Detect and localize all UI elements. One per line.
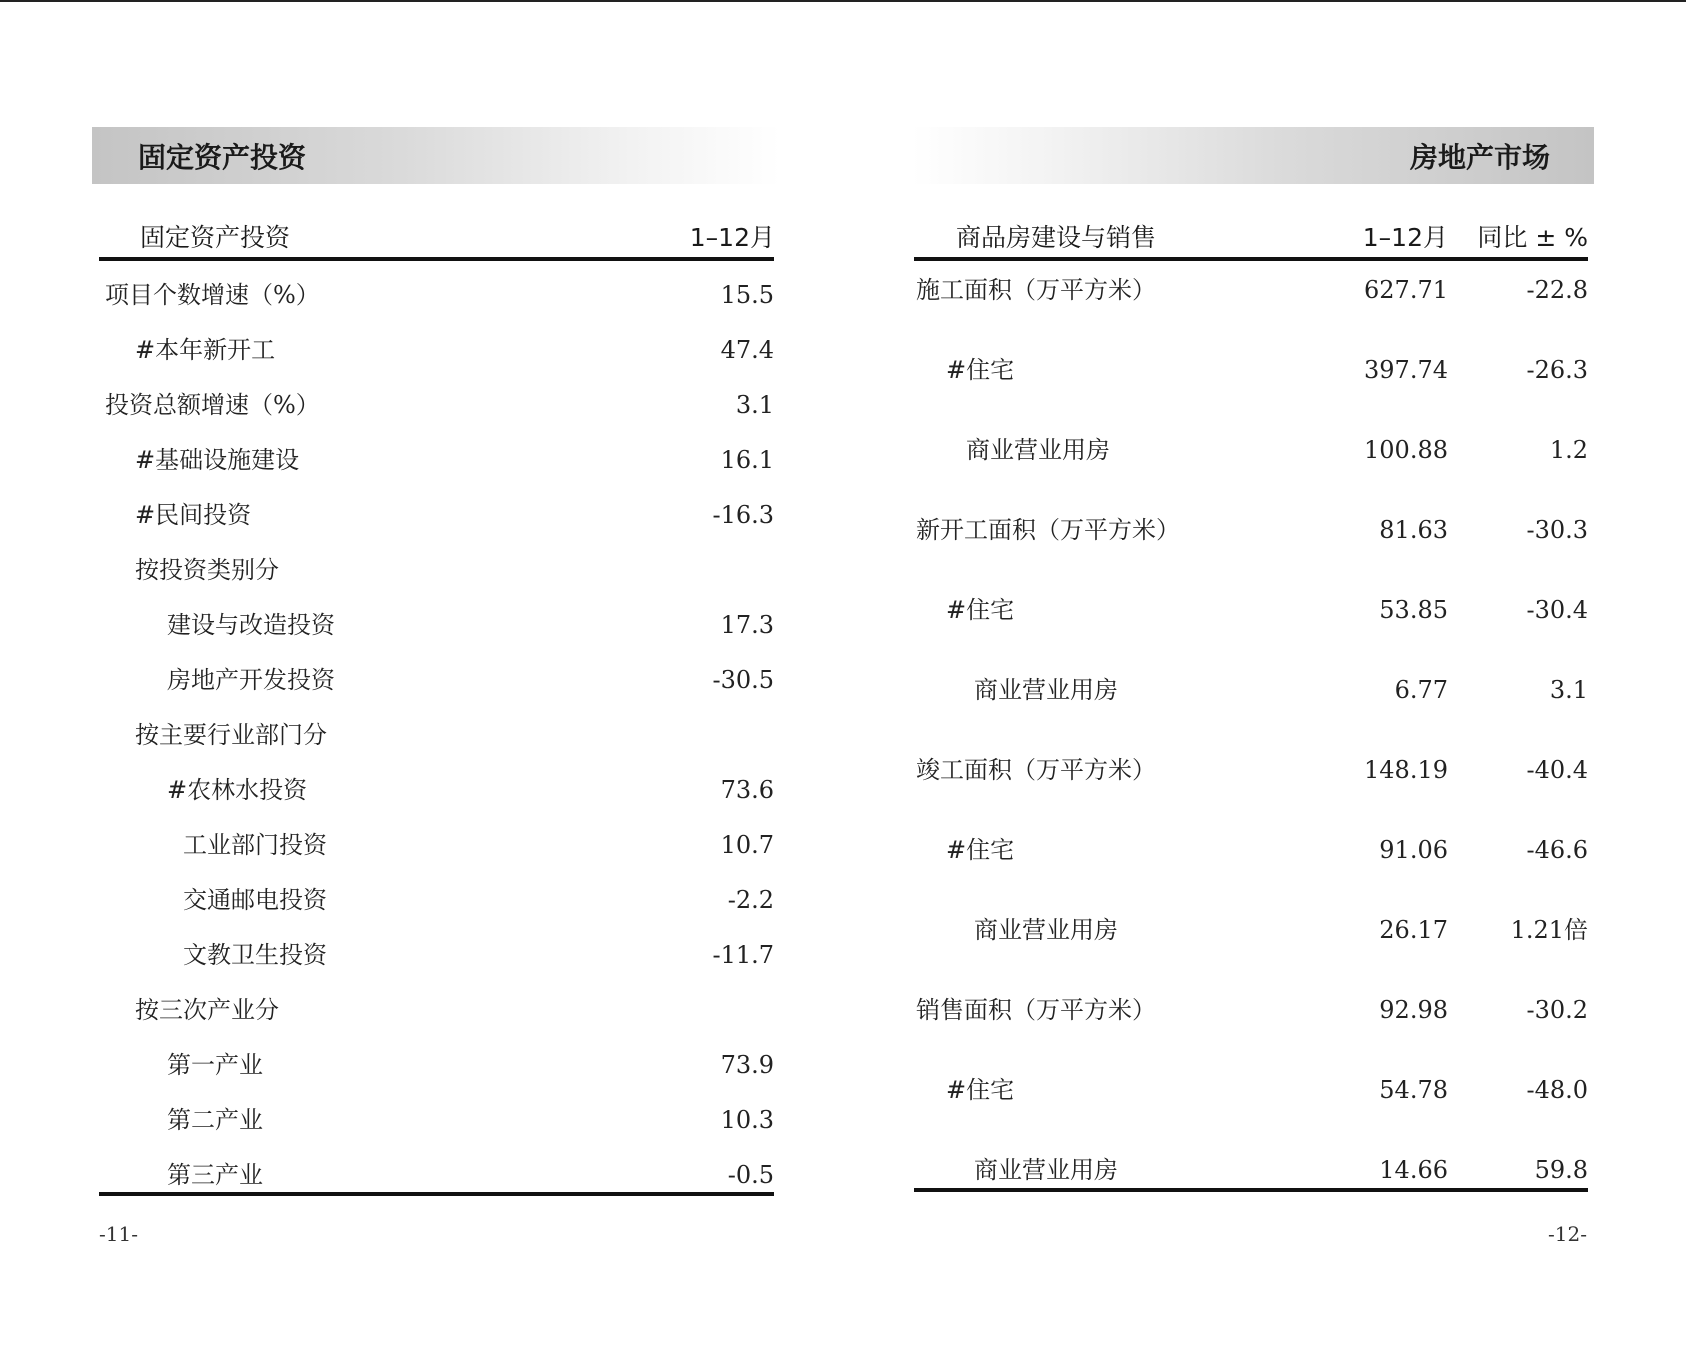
row-value: 73.9 — [720, 1051, 774, 1079]
row-label: 按主要行业部门分 — [135, 721, 327, 749]
row-value: -30.5 — [712, 666, 774, 694]
right-table-row — [0, 830, 1686, 870]
row-label: 商业营业用房 — [966, 436, 1110, 464]
right-table-row — [0, 510, 1686, 550]
row-label: #住宅 — [946, 1076, 1015, 1104]
row-value: -0.5 — [727, 1161, 774, 1189]
left-header-rule — [99, 257, 774, 261]
row-yoy: -22.8 — [1526, 276, 1588, 304]
row-label: 竣工面积（万平方米） — [916, 756, 1156, 784]
row-value: 91.06 — [1379, 836, 1448, 864]
row-label: #住宅 — [946, 836, 1015, 864]
row-yoy: 3.1 — [1549, 676, 1588, 704]
row-value: 15.5 — [720, 281, 774, 309]
right-header-rule — [914, 257, 1588, 261]
row-value: 81.63 — [1379, 516, 1448, 544]
right-table-row — [0, 590, 1686, 630]
row-label: 商业营业用房 — [974, 676, 1118, 704]
row-value: 10.7 — [720, 831, 774, 859]
right-table-row — [0, 1150, 1686, 1190]
row-value: -16.3 — [712, 501, 774, 529]
row-value: 53.85 — [1379, 596, 1448, 624]
row-label: 交通邮电投资 — [183, 886, 327, 914]
row-label: 按投资类别分 — [135, 556, 279, 584]
row-value: 47.4 — [720, 336, 774, 364]
row-label: 文教卫生投资 — [183, 941, 327, 969]
row-value: 100.88 — [1364, 436, 1448, 464]
row-label: 施工面积（万平方米） — [916, 276, 1156, 304]
row-label: #民间投资 — [135, 501, 252, 529]
row-label: 第二产业 — [167, 1106, 263, 1134]
row-yoy: -48.0 — [1526, 1076, 1588, 1104]
row-value: 10.3 — [720, 1106, 774, 1134]
page-number-left: -11- — [99, 1222, 138, 1246]
row-value: 17.3 — [720, 611, 774, 639]
row-value: 6.77 — [1394, 676, 1448, 704]
left-table-title: 固定资产投资 — [140, 223, 291, 252]
row-value: 73.6 — [720, 776, 774, 804]
row-value: 397.74 — [1364, 356, 1448, 384]
right-table-row — [0, 350, 1686, 390]
right-col-yoy: 同比 ± % — [1477, 223, 1588, 252]
row-value: 3.1 — [735, 391, 774, 419]
row-label: 房地产开发投资 — [167, 666, 335, 694]
row-value: 148.19 — [1364, 756, 1448, 784]
section-title-left: 固定资产投资 — [138, 140, 307, 174]
right-table-row — [0, 270, 1686, 310]
row-label: 第一产业 — [167, 1051, 263, 1079]
row-yoy: -30.4 — [1526, 596, 1588, 624]
row-value: 627.71 — [1364, 276, 1448, 304]
left-col-period: 1–12月 — [689, 223, 775, 252]
row-yoy: -30.2 — [1526, 996, 1588, 1024]
row-value: 26.17 — [1379, 916, 1448, 944]
left-bottom-rule — [99, 1192, 774, 1196]
row-yoy: -30.3 — [1526, 516, 1588, 544]
row-label: #住宅 — [946, 356, 1015, 384]
row-label: 销售面积（万平方米） — [916, 996, 1156, 1024]
page-number-right: -12- — [1548, 1222, 1587, 1246]
right-col-period: 1–12月 — [1362, 223, 1448, 252]
left-table-header — [100, 218, 775, 256]
right-table-row — [0, 750, 1686, 790]
row-value: -11.7 — [712, 941, 774, 969]
row-label: 按三次产业分 — [135, 996, 279, 1024]
row-label: #本年新开工 — [135, 336, 276, 364]
row-label: #住宅 — [946, 596, 1015, 624]
row-label: 建设与改造投资 — [167, 611, 335, 639]
right-table-header — [914, 218, 1588, 256]
row-label: 投资总额增速（%） — [105, 391, 320, 419]
row-yoy: -46.6 — [1526, 836, 1588, 864]
row-label: 工业部门投资 — [183, 831, 327, 859]
left-table-row — [0, 550, 780, 590]
right-table-row — [0, 1070, 1686, 1110]
top-border — [0, 0, 1686, 2]
row-yoy: 59.8 — [1534, 1156, 1588, 1184]
row-label: 项目个数增速（%） — [105, 281, 320, 309]
row-yoy: -40.4 — [1526, 756, 1588, 784]
right-table-row — [0, 670, 1686, 710]
row-label: 商业营业用房 — [974, 916, 1118, 944]
row-yoy: 1.2 — [1549, 436, 1588, 464]
row-label: 商业营业用房 — [974, 1156, 1118, 1184]
right-table-title: 商品房建设与销售 — [956, 223, 1157, 252]
row-value: 14.66 — [1379, 1156, 1448, 1184]
right-table-row — [0, 430, 1686, 470]
row-label: 第三产业 — [167, 1161, 263, 1189]
row-value: 54.78 — [1379, 1076, 1448, 1104]
left-table-row — [0, 715, 780, 755]
right-table-row — [0, 990, 1686, 1030]
row-value: 16.1 — [720, 446, 774, 474]
section-banner-left — [92, 127, 780, 184]
row-label: #基础设施建设 — [135, 446, 300, 474]
left-table-row — [0, 385, 780, 425]
row-label: 新开工面积（万平方米） — [916, 516, 1180, 544]
section-title-right: 房地产市场 — [1409, 140, 1550, 174]
row-value: -2.2 — [727, 886, 774, 914]
row-value: 92.98 — [1379, 996, 1448, 1024]
row-label: #农林水投资 — [167, 776, 308, 804]
right-table-row — [0, 910, 1686, 950]
right-bottom-rule — [914, 1188, 1588, 1192]
row-yoy: -26.3 — [1526, 356, 1588, 384]
section-banner-right — [912, 127, 1594, 184]
row-yoy: 1.21倍 — [1510, 916, 1588, 944]
